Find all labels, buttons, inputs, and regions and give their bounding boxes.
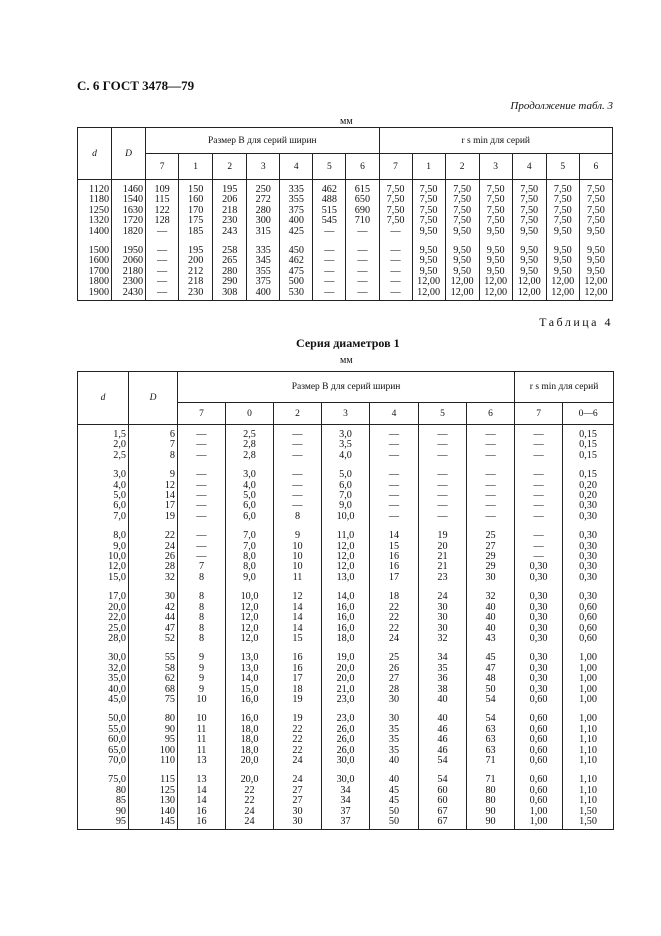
table-cell: 115 125 130 140 145 [129,766,178,830]
table-cell: 0,60 0,60 0,60 1,00 1,00 [515,766,563,830]
table-cell: 7,50 7,50 7,50 7,50 9,50 [546,180,579,238]
table-cell: 9,50 9,50 9,50 12,00 12,00 [412,237,445,301]
series-header: 5 [313,154,346,180]
table-cell: — — — 7 8 [178,522,226,583]
table-cell: 3,0 4,0 5,0 6,0 7,0 [78,461,129,522]
table-row-block [78,425,614,462]
series-header: 3 [479,154,512,180]
series-header: 6 [579,154,612,180]
table-cell: 7,0 7,0 8,0 8,0 9,0 [226,522,274,583]
table-cell: 30,0 34 34 37 37 [322,766,370,830]
table-cell: 1,00 1,00 1,00 1,00 1,00 [563,644,614,705]
table-cell: — — — — — [515,461,563,522]
table-cell: 13 14 14 16 16 [178,766,226,830]
table-cell: — — — [467,425,515,462]
table-cell: 20,0 22 22 24 24 [226,766,274,830]
table-4 [77,371,614,830]
table-continuation-caption: Продолжение табл. 3 [510,100,613,112]
table-cell: 1,00 1,10 1,10 1,10 1,10 [563,705,614,766]
table-cell: 13,0 13,0 14,0 15,0 16,0 [226,644,274,705]
table-cell: 9,50 9,50 9,50 12,00 12,00 [479,237,512,301]
unit-label: мм [340,116,353,127]
table-cell: 109 115 122 128 — [146,180,179,238]
series-header: 2 [445,154,479,180]
table-row-block [78,766,614,830]
table-cell: — — — — — [346,237,379,301]
table-cell: — — — — — [313,237,346,301]
series-header: 0 [226,403,274,425]
table-cell: 9 12 14 17 19 [129,461,178,522]
table-cell: — — — [178,425,226,462]
table-row-block [78,461,614,522]
table-cell: 11,0 12,0 12,0 12,0 13,0 [322,522,370,583]
col-header-D: D [112,128,146,180]
table-cell: 25 26 27 28 30 [370,644,419,705]
table-cell: 30 35 35 35 40 [370,705,419,766]
table-cell: 80 90 95 100 110 [129,705,178,766]
table-cell: 9,50 9,50 9,50 12,00 12,00 [579,237,612,301]
group-header-width-series: Размер B для серий ширин [178,372,515,403]
table-cell: 450 462 475 500 530 [280,237,313,301]
table-cell: 1,10 1,10 1,10 1,50 1,50 [563,766,614,830]
table-cell: 462 488 515 545 — [313,180,346,238]
table-cell: 7,50 7,50 7,50 7,50 9,50 [579,180,612,238]
table-cell: 2,5 2,8 2,8 [226,425,274,462]
table-row-block [78,237,613,301]
table-cell: 10,0 12,0 12,0 12,0 12,0 [226,583,274,644]
table-cell: 7,50 7,50 7,50 7,50 9,50 [479,180,512,238]
table-row-block [78,583,614,644]
table-cell: — — — — — [419,461,467,522]
table-cell: — — — — — [146,237,179,301]
table-cell: 30 42 44 47 52 [129,583,178,644]
table-cell: 9,50 9,50 9,50 12,00 12,00 [512,237,546,301]
table-cell: 71 80 80 90 90 [467,766,515,830]
table-cell: 0,30 0,30 0,30 0,30 0,30 [515,583,563,644]
table-cell: 1950 2060 2180 2300 2430 [112,237,146,301]
table-cell: 7,50 7,50 7,50 7,50 9,50 [512,180,546,238]
table-cell: 23,0 26,0 26,0 26,0 30,0 [322,705,370,766]
group-header-r-series: r s min для серий [379,128,613,154]
table-cell: 19 22 22 22 24 [274,705,322,766]
table-cell: — — — — — [370,461,419,522]
table-cell: 3,0 3,5 4,0 [322,425,370,462]
series-header: 5 [546,154,579,180]
group-header-r-series: r s min для серий [515,372,614,403]
series-header: 1 [412,154,445,180]
table-cell: — — — [419,425,467,462]
col-header-D: D [129,372,178,425]
table-cell: 19,0 20,0 20,0 21,0 23,0 [322,644,370,705]
col-header-d: d [78,372,129,425]
table-cell: 1460 1540 1630 1720 1820 [112,180,146,238]
series-header: 4 [370,403,419,425]
table-cell: 6 7 8 [129,425,178,462]
series-header: 7 [515,403,563,425]
table-cell: 50,0 55,0 60,0 65,0 70,0 [78,705,129,766]
table-cell: 54 60 60 67 67 [419,766,467,830]
series-header: 3 [247,154,280,180]
table-cell: — — — — 8 [274,461,322,522]
table-cell: 14 15 16 16 17 [370,522,419,583]
table-cell: 0,15 0,15 0,15 [563,425,614,462]
series-header: 4 [280,154,313,180]
series-header: 2 [274,403,322,425]
table-cell: 8 8 8 8 8 [178,583,226,644]
table-cell: 195 206 218 230 243 [213,180,247,238]
table-cell: 30,0 32,0 35,0 40,0 45,0 [78,644,129,705]
series-header: 1 [179,154,213,180]
table-row-block [78,644,614,705]
table-cell: 615 650 690 710 — [346,180,379,238]
table-cell: 0,60 0,60 0,60 0,60 0,60 [515,705,563,766]
table-cell: 19 20 21 21 23 [419,522,467,583]
table-cell: 22 24 26 28 32 [129,522,178,583]
table-cell: 9 10 10 10 11 [274,522,322,583]
table-cell: 258 265 280 290 308 [213,237,247,301]
table-cell: 335 355 375 400 425 [280,180,313,238]
table-cell: 250 272 280 300 315 [247,180,280,238]
table-cell: 40 46 46 46 54 [419,705,467,766]
table-cell: 5,0 6,0 7,0 9,0 10,0 [322,461,370,522]
table-cell: 55 58 62 68 75 [129,644,178,705]
table-cell: 9,50 9,50 9,50 12,00 12,00 [546,237,579,301]
series-header: 2 [213,154,247,180]
table-cell: 16,0 18,0 18,0 18,0 20,0 [226,705,274,766]
table-cell: 3,0 4,0 5,0 6,0 6,0 [226,461,274,522]
table-4-title: Серия диаметров 1 [296,336,400,350]
table-cell: 24 30 30 30 32 [419,583,467,644]
table-cell: — — — — — [379,237,412,301]
table-cell: 9 9 9 9 10 [178,644,226,705]
table-cell: 1,5 2,0 2,5 [78,425,129,462]
table-cell: 32 40 40 40 43 [467,583,515,644]
table-cell: 195 200 212 218 230 [179,237,213,301]
group-header-width-series: Размер B для серий ширин [146,128,379,154]
table-cell: — — — [515,425,563,462]
table-cell: — — — — — [467,461,515,522]
table-cell: 17,0 20,0 22,0 25,0 28,0 [78,583,129,644]
table-cell: 0,30 0,30 0,30 0,30 0,30 [563,522,614,583]
series-header: 7 [146,154,179,180]
table-cell: 0,15 0,20 0,20 0,30 0,30 [563,461,614,522]
table-cell: 25 27 29 29 30 [467,522,515,583]
table-cell: 45 47 48 50 54 [467,644,515,705]
table-cell: 1120 1180 1250 1320 1400 [78,180,112,238]
table-row-block [78,180,613,238]
table-cell: — — — — — [178,461,226,522]
table-row-block [78,705,614,766]
series-header: 4 [512,154,546,180]
table-cell: 24 27 27 30 30 [274,766,322,830]
series-header: 6 [467,403,515,425]
series-header: 7 [178,403,226,425]
table-cell: — — — [370,425,419,462]
table-cell: 8,0 9,0 10,0 12,0 15,0 [78,522,129,583]
table-3-continuation [77,127,613,301]
table-cell: 12 14 14 14 15 [274,583,322,644]
table-cell: 10 11 11 11 13 [178,705,226,766]
table-cell: 0,30 0,60 0,60 0,60 0,60 [563,583,614,644]
table-cell: 9,50 9,50 9,50 12,00 12,00 [445,237,479,301]
table-cell: 7,50 7,50 7,50 7,50 9,50 [412,180,445,238]
table-cell: 335 345 355 375 400 [247,237,280,301]
table-cell: 1500 1600 1700 1800 1900 [78,237,112,301]
series-header: 3 [322,403,370,425]
series-header: 5 [419,403,467,425]
table-cell: — — — 0,30 0,30 [515,522,563,583]
table-cell: 34 35 36 38 40 [419,644,467,705]
table-cell: 7,50 7,50 7,50 7,50 9,50 [445,180,479,238]
table-cell: 7,50 7,50 7,50 7,50 — [379,180,412,238]
series-header: 6 [346,154,379,180]
series-header: 0—6 [563,403,614,425]
series-header: 7 [379,154,412,180]
table-cell: 150 160 170 175 185 [179,180,213,238]
table-row-block [78,522,614,583]
table-4-label: Таблица 4 [539,315,613,329]
table-cell: 54 63 63 63 71 [467,705,515,766]
table-cell: — — — [274,425,322,462]
table-cell: 0,30 0,30 0,30 0,30 0,60 [515,644,563,705]
table-cell: 75,0 80 85 90 95 [78,766,129,830]
table-4-unit: мм [340,355,353,366]
table-cell: 18 22 22 22 24 [370,583,419,644]
table-cell: 16 16 17 18 19 [274,644,322,705]
table-cell: 40 45 45 50 50 [370,766,419,830]
table-cell: 14,0 16,0 16,0 16,0 18,0 [322,583,370,644]
page-header: С. 6 ГОСТ 3478—79 [77,78,195,93]
col-header-d: d [78,128,112,180]
